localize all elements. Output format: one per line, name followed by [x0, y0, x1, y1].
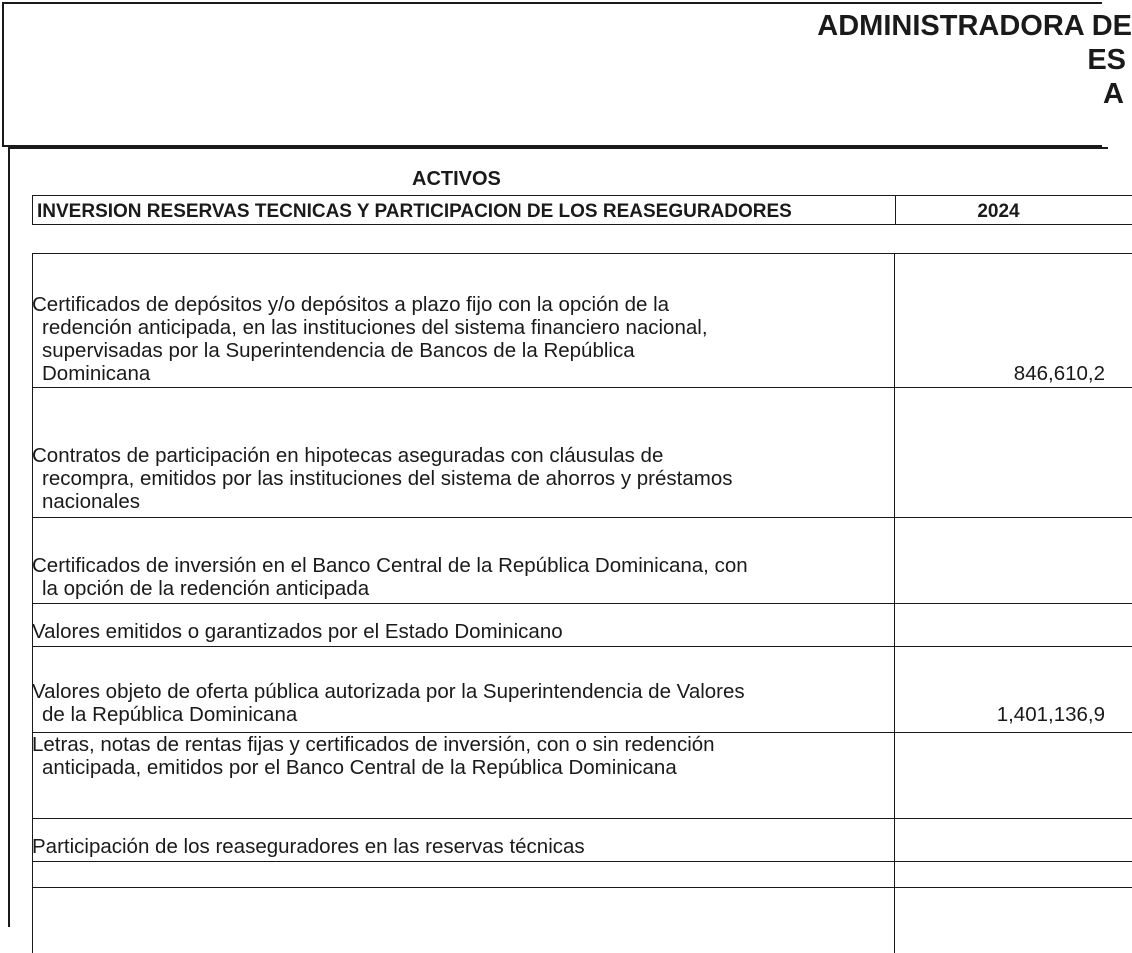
table-row — [32, 732, 1132, 818]
table-row — [32, 517, 1132, 603]
report-title: ES — [1087, 44, 1126, 76]
column-header-row — [32, 195, 1132, 225]
row-amount: 846,610,2 — [1013, 362, 1105, 385]
header-divider — [8, 147, 1108, 149]
table-row — [32, 253, 1132, 387]
row-description: Certificados de inversión en el Banco Central de la República Dominicana, con la opción de la redención anticipada — [32, 554, 748, 600]
table-row — [32, 387, 1132, 517]
report-subtitle: A — [1103, 78, 1124, 110]
row-description: Contratos de participación en hipotecas aseguradas con cláusulas de recompra, emitidos por las instituciones del sistema de ahorros y préstamos nacionales — [32, 444, 733, 513]
year-column-header: 2024 — [977, 201, 1020, 222]
description-column-header: INVERSION RESERVAS TECNICAS Y PARTICIPACION DE LOS REASEGURADORES — [37, 201, 792, 222]
row-description: Certificados de depósitos y/o depósitos a plazo fijo con la opción de la redención anticipada, en las instituciones del sistema financiero nacional, supervisadas por la Superintendencia de Bancos de la República Dominicana — [32, 293, 708, 385]
table-row — [32, 818, 1132, 861]
row-description: Letras, notas de rentas fijas y certificados de inversión, con o sin redención anticipada, emitidos por el Banco Central de la República Dominicana — [32, 733, 715, 779]
empty-row — [32, 861, 1132, 887]
section-title: ACTIVOS — [412, 168, 501, 190]
investments-table — [32, 237, 1132, 937]
row-description: Participación de los reaseguradores en las reservas técnicas — [32, 835, 585, 858]
row-description: Valores emitidos o garantizados por el Estado Dominicano — [32, 620, 563, 643]
row-amount: 1,401,136,9 — [996, 703, 1105, 726]
row-description: Valores objeto de oferta pública autorizada por la Superintendencia de Valores de la República Dominicana — [32, 680, 745, 726]
table-row — [32, 603, 1132, 646]
report-header — [2, 2, 1132, 147]
table-row — [32, 646, 1132, 732]
company-name: ADMINISTRADORA DE — [817, 10, 1132, 42]
empty-row — [32, 887, 1132, 917]
left-border — [8, 147, 10, 927]
